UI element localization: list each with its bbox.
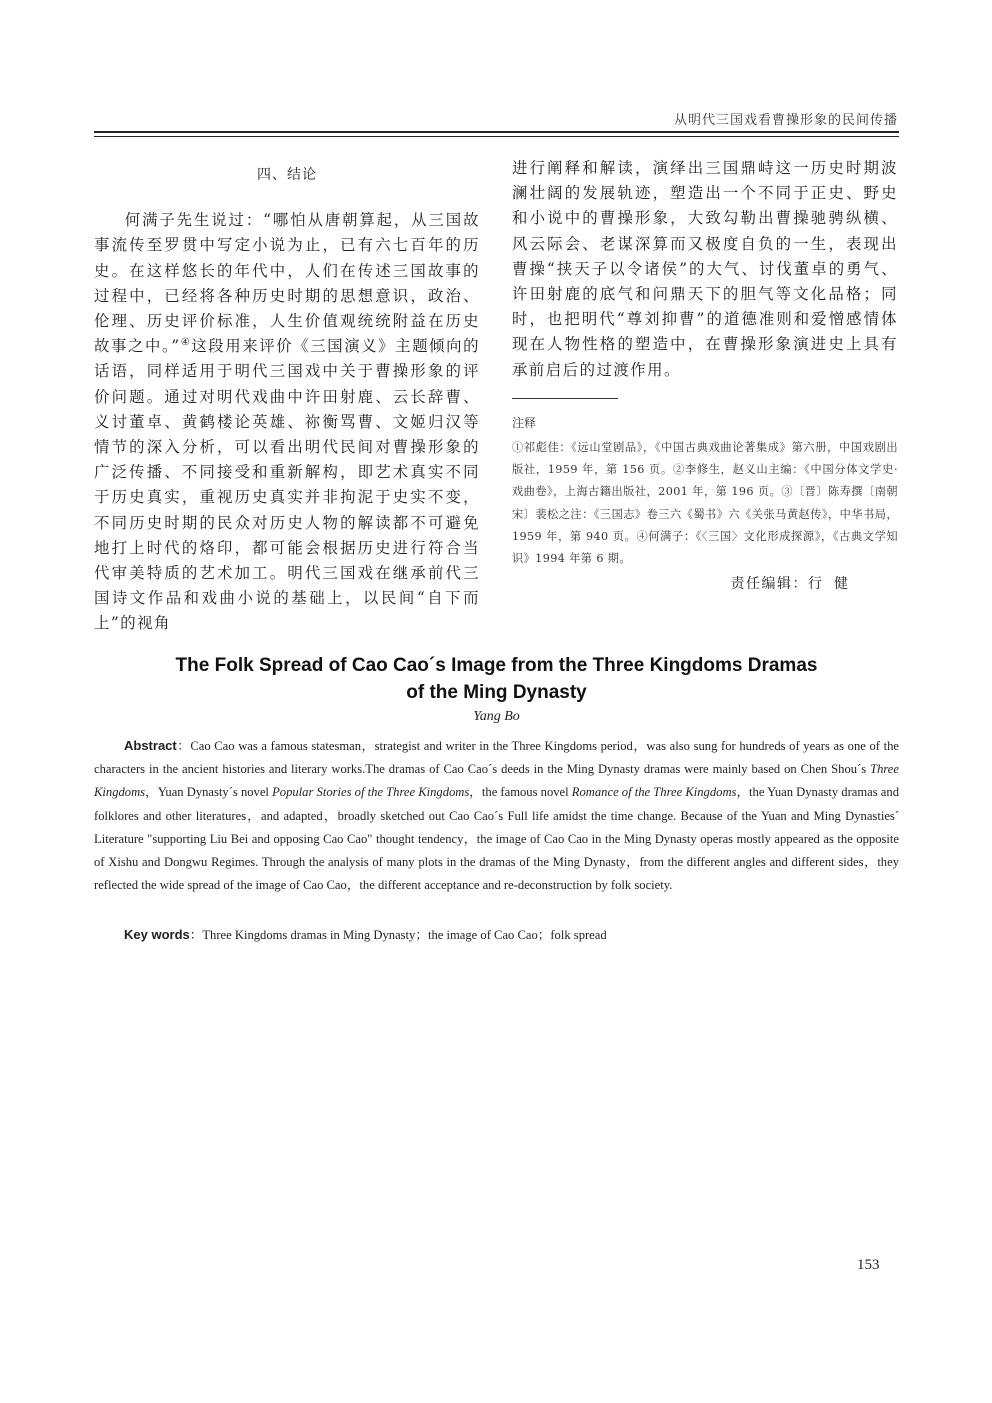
notes-text: ①祁彪佳：《远山堂剧品》，《中国古典戏曲论著集成》第六册，中国戏剧出版社，1959 年，第 156 页。②李修生，赵义山主编：《中国分体文学史·戏曲卷》，上海古籍出版社，2001 年，第 196 页。③〔晋〕陈寿撰〔南朝宋〕裴松之注：《三国志》卷三六《蜀书》六《关张马黄赵传》，中华书局，1959 年，第 940 页。④何满子：《〈三国〉文化形成探源》，《古典文学知识》1994 年第 6 期。 bbox=[512, 441, 898, 566]
conclusion-paragraph bbox=[94, 208, 480, 636]
keywords-text: Three Kingdoms dramas in Ming Dynasty；the image of Cao Cao；folk spread bbox=[202, 928, 607, 942]
keywords-label: Key words bbox=[124, 927, 190, 942]
page-number: 153 bbox=[857, 1257, 880, 1273]
conclusion-continuation: 进行阐释和解读，演绎出三国鼎峙这一历史时期波澜壮阔的发展轨迹，塑造出一个不同于正史、野史和小说中的曹操形象，大致勾勒出曹操驰骋纵横、风云际会、老谋深算而又极度自负的一生，表现出曹操“挟天子以令诸侯”的大气、讨伐董卓的勇气、许田射鹿的底气和问鼎天下的胆气等文化品格；同时，也把明代“尊刘抑曹”的道德准则和爱憎感情体现在人物性格的塑造中，在曹操形象演进史上具有承前启后的过渡作用。 bbox=[512, 159, 898, 379]
notes-divider bbox=[512, 398, 618, 399]
editor-name: 行健 bbox=[808, 576, 860, 592]
english-title bbox=[94, 652, 899, 706]
header-rule-thick bbox=[94, 131, 899, 133]
english-title-line-1: The Folk Spread of Cao Cao´s Image from the Three Kingdoms Dramas bbox=[175, 655, 818, 676]
conclusion-text-part-1: 何满子先生说过：“哪怕从唐朝算起，从三国故事流传至罗贯中写定小说为止，已有六七百年的历史。在这样悠长的年代中，人们在传述三国故事的过程中，已经将各种历史时期的思想意识，政治、伦理、历史评价标准，人生价值观统统附益在历史故事之中。” bbox=[94, 211, 480, 356]
header-rule-thin bbox=[94, 136, 899, 137]
abstract-text-2: ，Yuan Dynasty´s novel bbox=[145, 785, 273, 800]
abstract-italic-2: Popular Stories of the Three Kingdoms bbox=[272, 785, 470, 800]
keywords-separator: ： bbox=[189, 928, 203, 942]
abstract-text-1: Cao Cao was a famous statesman，strategist and writer in the Three Kingdoms period，was also sung for hundreds of years as one of the characters in the ancient histories and literary works.The dramas of Cao Cao´s deeds in the Ming Dynasty dramas were mainly based on Chen Shou´s bbox=[94, 739, 899, 777]
abstract-label: Abstract bbox=[124, 738, 177, 753]
abstract-text-3: ，the famous novel bbox=[469, 785, 572, 800]
running-title: 从明代三国戏看曹操形象的民间传播 bbox=[673, 113, 898, 128]
english-keywords bbox=[94, 923, 899, 947]
english-title-line-2: of the Ming Dynasty bbox=[406, 682, 587, 703]
english-author: Yang Bo bbox=[473, 709, 520, 724]
abstract-italic-3: Romance of the Three Kingdoms bbox=[571, 785, 737, 800]
section-heading: 四、结论 bbox=[257, 167, 317, 183]
conclusion-text-part-2: 这段用来评价《三国演义》主题倾向的话语，同样适用于明代三国戏中关于曹操形象的评价问题。通过对明代戏曲中许田射鹿、云长辞曹、义讨董卓、黄鹤楼论英雄、祢衡骂曹、文姬归汉等情节的深入分析，可以看出明代民间对曹操形象的广泛传播、不同接受和重新解构，即艺术真实不同于历史真实，重视历史真实并非拘泥于史实不变，不同历史时期的民众对历史人物的解读都不可避免地打上时代的烙印，都可能会根据历史进行符合当代审美特质的艺术加工。明代三国戏在继承前代三国诗文作品和戏曲小说的基础上，以民间“自下而上”的视角 bbox=[94, 337, 481, 633]
english-abstract bbox=[94, 734, 899, 897]
responsible-editor bbox=[731, 573, 861, 593]
editor-label: 责任编辑： bbox=[730, 576, 808, 592]
abstract-italic-1: Three Kingdoms bbox=[94, 762, 899, 800]
footnote-ref: ④ bbox=[180, 337, 192, 349]
abstract-separator: ： bbox=[176, 739, 191, 753]
abstract-text-4: ，the Yuan Dynasty dramas and folklores and other literatures，and adapted，broadly sketched out Cao Cao´s Full life amidst the time change. Because of the Yuan and Ming Dynasties´ Literature "supporting Liu Bei and opposing Cao Cao" thought tendency，the image of Cao Cao in the Ming Dynasty operas mostly appeared as the opposite of Xishu and Dongwu Regimes. Through the analysis of many plots in the dramas of the Ming Dynasty，from the different angles and different sides，they reflected the wide spread of the image of Cao Cao，the different acceptance and re-deconstruction by folk society. bbox=[94, 785, 899, 893]
left-column bbox=[94, 158, 480, 637]
right-column bbox=[512, 156, 898, 383]
notes-label: 注释 bbox=[512, 416, 537, 430]
